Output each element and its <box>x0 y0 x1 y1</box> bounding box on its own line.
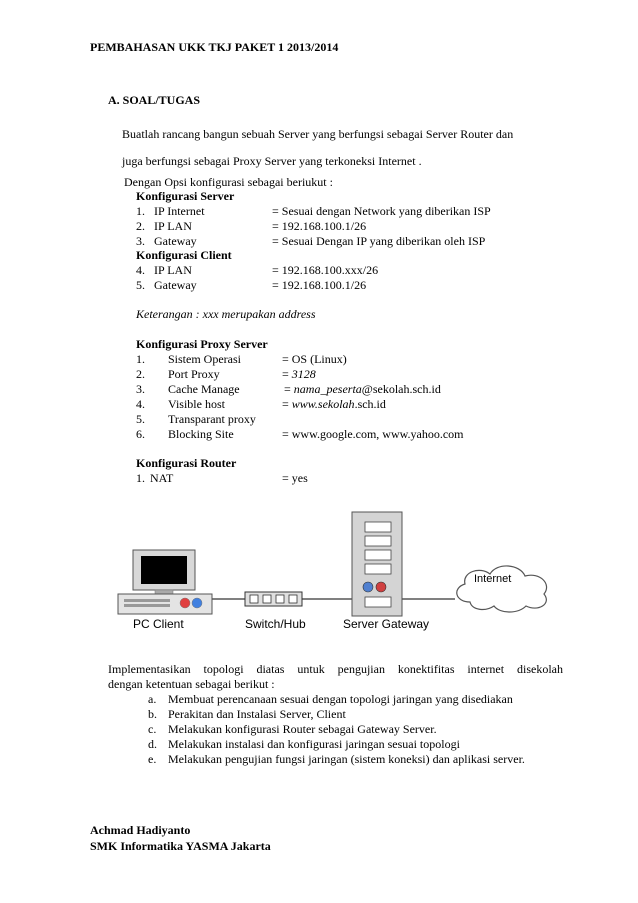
server-config-title: Konfigurasi Server <box>136 189 235 203</box>
item-text: Melakukan pengujian fungsi jaringan (sistem koneksi) dan aplikasi server. <box>168 752 525 766</box>
item-number: 1. <box>136 204 145 218</box>
item-text: Melakukan instalasi dan konfigurasi jaringan sesuai topologi <box>168 737 460 751</box>
item-value: = nama_peserta@sekolah.sch.id <box>284 382 441 396</box>
page-header: PEMBAHASAN UKK TKJ PAKET 1 2013/2014 <box>90 40 339 54</box>
item-value: = www.sekolah.sch.id <box>282 397 386 411</box>
item-letter: d. <box>148 737 157 751</box>
item-key: Visible host <box>168 397 225 411</box>
item-number: 5. <box>136 278 145 292</box>
item-value: = Sesuai dengan Network yang diberikan ISP <box>272 204 491 218</box>
item-value: = OS (Linux) <box>282 352 347 366</box>
item-value: = www.google.com, www.yahoo.com <box>282 427 464 441</box>
item-value: = 192.168.100.1/26 <box>272 219 367 233</box>
section-title: A. SOAL/TUGAS <box>108 93 201 107</box>
item-number: 3. <box>136 382 145 396</box>
item-number: 6. <box>136 427 145 441</box>
implementation-line-1: Implementasikan topologi diatas untuk pengujian konektifitas internet disekolah <box>108 662 563 676</box>
network-diagram <box>0 500 638 640</box>
item-key: Sistem Operasi <box>168 352 241 366</box>
item-number: 5. <box>136 412 145 426</box>
item-text: Perakitan dan Instalasi Server, Client <box>168 707 346 721</box>
item-value: = yes <box>282 471 308 485</box>
item-key: IP LAN <box>154 263 192 277</box>
intro-line-1: Buatlah rancang bangun sebuah Server yang berfungsi sebagai Server Router dan <box>122 127 514 141</box>
note-text: Keterangan : xxx merupakan address <box>136 307 316 321</box>
item-value: = Sesuai Dengan IP yang diberikan oleh ISP <box>272 234 486 248</box>
item-letter: b. <box>148 707 157 721</box>
item-key: IP LAN <box>154 219 192 233</box>
server-gateway-icon <box>352 512 402 616</box>
footer-author: Achmad Hadiyanto <box>90 823 191 837</box>
intro-line-2: juga berfungsi sebagai Proxy Server yang terkoneksi Internet . <box>122 154 422 168</box>
switch-hub-icon <box>245 592 302 606</box>
item-number: 3. <box>136 234 145 248</box>
item-key: Port Proxy <box>168 367 220 381</box>
item-letter: a. <box>148 692 157 706</box>
item-key: Transparant proxy <box>168 412 256 426</box>
item-key: NAT <box>150 471 174 485</box>
item-letter: c. <box>148 722 157 736</box>
item-key: Cache Manage <box>168 382 240 396</box>
router-config-title: Konfigurasi Router <box>136 456 237 470</box>
item-number: 1. <box>136 471 145 485</box>
item-value: = 192.168.100.1/26 <box>272 278 367 292</box>
item-number: 2. <box>136 367 145 381</box>
item-text: Membuat perencanaan sesuai dengan topologi jaringan yang disediakan <box>168 692 513 706</box>
server-gateway-label: Server Gateway <box>343 617 430 631</box>
implementation-line-2: dengan ketentuan sebagai berikut : <box>108 677 275 691</box>
item-value: = 192.168.100.xxx/26 <box>272 263 379 277</box>
pc-client-label: PC Client <box>133 617 184 631</box>
footer-school: SMK Informatika YASMA Jakarta <box>90 839 271 853</box>
item-value: = 3128 <box>282 367 316 381</box>
item-key: IP Internet <box>154 204 205 218</box>
item-number: 1. <box>136 352 145 366</box>
item-number: 2. <box>136 219 145 233</box>
client-config-title: Konfigurasi Client <box>136 248 232 262</box>
item-number: 4. <box>136 263 145 277</box>
item-key: Gateway <box>154 278 197 292</box>
switch-hub-label: Switch/Hub <box>245 617 306 631</box>
pc-client-icon <box>118 550 212 614</box>
internet-label: Internet <box>474 573 512 585</box>
options-intro: Dengan Opsi konfigurasi sebagai beriukut : <box>124 175 333 189</box>
item-key: Blocking Site <box>168 427 234 441</box>
item-key: Gateway <box>154 234 197 248</box>
proxy-config-title: Konfigurasi Proxy Server <box>136 337 268 351</box>
item-number: 4. <box>136 397 145 411</box>
item-letter: e. <box>148 752 157 766</box>
item-text: Melakukan konfigurasi Router sebagai Gateway Server. <box>168 722 437 736</box>
